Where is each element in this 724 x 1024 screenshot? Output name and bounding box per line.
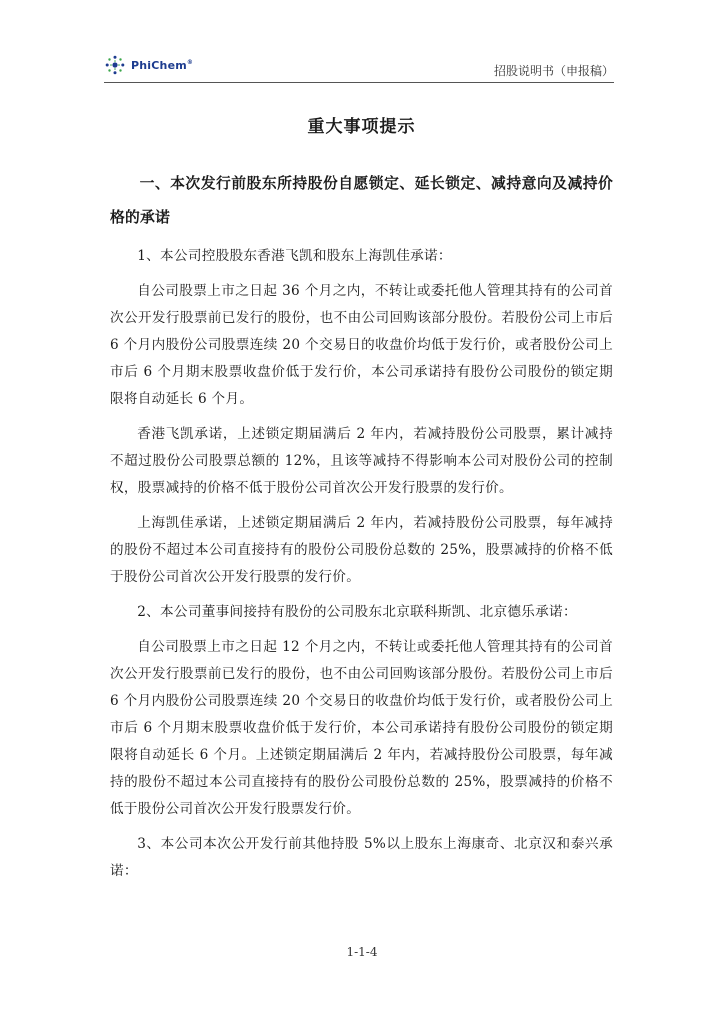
document-label: 招股说明书（申报稿）	[493, 64, 614, 78]
section-heading: 一、本次发行前股东所持股份自愿锁定、延长锁定、减持意向及减持价格的承诺	[110, 175, 613, 226]
paragraph-5: 2、本公司董事间接持有股份的公司股东北京联科斯凯、北京德乐承诺：	[137, 604, 577, 620]
phichem-star-logo-icon	[104, 54, 126, 76]
paragraph-4: 上海凯佳承诺，上述锁定期届满后 2 年内，若减持股份公司股票，每年减持的股份不超过本公司直接持有的股份公司股份总数的 25%，股票减持的价格不低于股份公司首次公开发行股票的发行价。	[110, 515, 613, 585]
paragraph-7: 3、本公司本次公开发行前其他持股 5%以上股东上海康奇、北京汉和泰兴承诺：	[110, 836, 613, 879]
paragraph-1: 1、本公司控股股东香港飞凯和股东上海凯佳承诺：	[137, 248, 452, 264]
header-divider	[104, 82, 614, 83]
logo-wordmark	[131, 59, 193, 72]
paragraph-6: 自公司股票上市之日起 12 个月之内，不转让或委托他人管理其持有的公司首次公开发行股票前已发行的股份，也不由公司回购该部分股份。若股份公司上市后 6 个月内股份公司股票连续 20 个交易日的收盘价均低于发行价，或者股份公司上市后 6 个月期末股票收盘价低于发行价，本公司承诺持有股份公司股份的锁定期限将自动延长 6 个月。上述锁定期届满后 2 年内，若减持股份公司股票，每年减持的股份不超过本公司直接持有的股份公司股份总数的 25%，股票减持的价格不低于股份公司首次公开发行股票发行价。	[110, 639, 613, 817]
logo-wordmark-text: PhiChem	[131, 58, 187, 72]
company-logo	[104, 52, 193, 78]
paragraph-3: 香港飞凯承诺，上述锁定期届满后 2 年内，若减持股份公司股票，累计减持不超过股份公司股票总额的 12%，且该等减持不得影响本公司对股份公司的控制权，股票减持的价格不低于股份公司首次公开发行股票的发行价。	[110, 426, 613, 496]
paragraph-2: 自公司股票上市之日起 36 个月之内，不转让或委托他人管理其持有的公司首次公开发行股票前已发行的股份，也不由公司回购该部分股份。若股份公司上市后 6 个月内股份公司股票连续 20 个交易日的收盘价均低于发行价，或者股份公司上市后 6 个月期末股票收盘价低于发行价，本公司承诺持有股份公司股份的锁定期限将自动延长 6 个月。	[110, 283, 613, 407]
page-number: 1-1-4	[346, 945, 378, 959]
document-body	[110, 112, 613, 893]
registered-mark: ®	[186, 58, 194, 66]
page-header	[104, 50, 614, 84]
page-title: 重大事项提示	[307, 117, 416, 137]
